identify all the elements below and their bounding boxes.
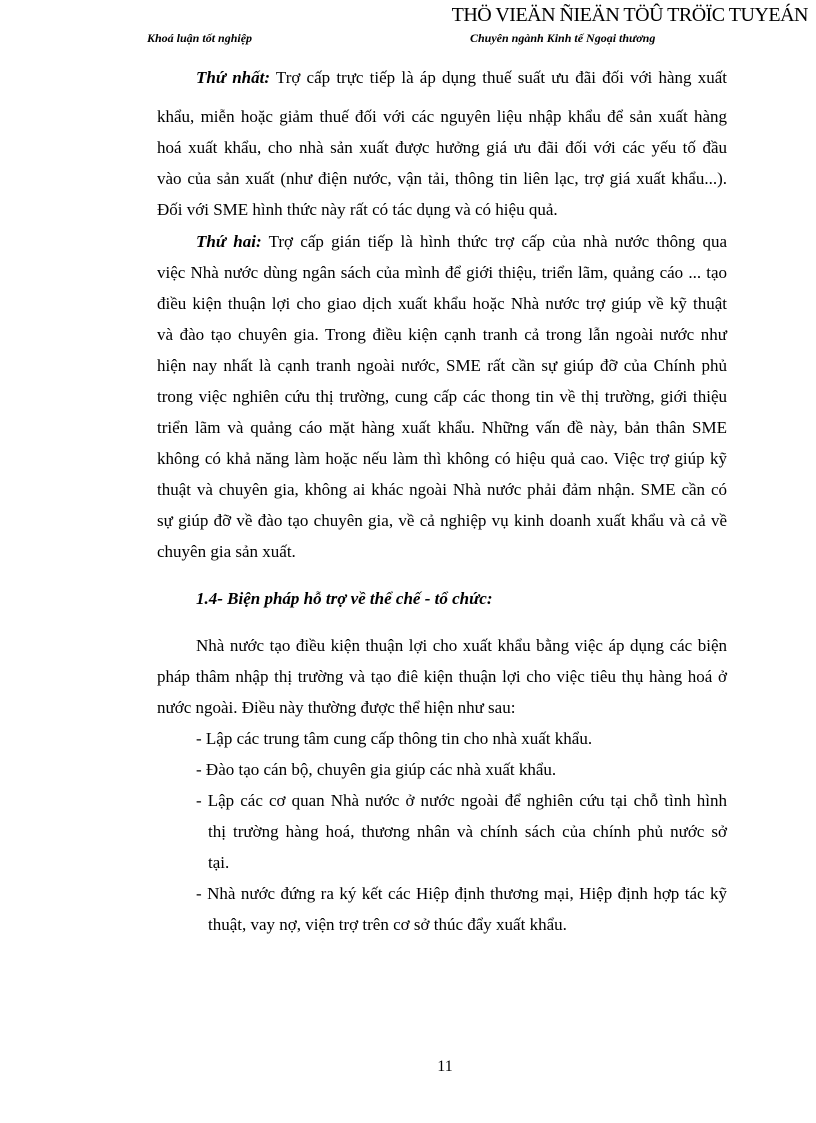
paragraph-line: và đào tạo chuyên gia. Trong điều kiện cạnh tranh cả trong lẫn ngoài nước như (157, 325, 727, 344)
page-number: 11 (437, 1058, 453, 1075)
paragraph-line (196, 68, 727, 88)
paragraph-line: vào của sản xuất (như điện nước, vận tải, thông tin liên lạc, trợ giá xuất khẩu...). (157, 169, 727, 188)
paragraph-line (196, 232, 727, 252)
bullet-continuation: thuật, vay nợ, viện trợ trên cơ sở thúc đẩy xuất khẩu. (208, 915, 567, 934)
paragraph-line: Nhà nước tạo điều kiện thuận lợi cho xuất khẩu bằng việc áp dụng các biện (196, 636, 727, 655)
lead-term: Thứ nhất: (196, 68, 271, 87)
text: Trợ cấp trực tiếp là áp dụng thuế suất ưu đãi đối với hàng xuất (270, 68, 727, 87)
paragraph-line: khẩu, miễn hoặc giảm thuế đối với các nguyên liệu nhập khẩu để sản xuất hàng (157, 107, 727, 126)
lead-term: Thứ hai: (196, 232, 262, 251)
watermark-text: THÖ VIEÄN ÑIEÄN TÖÛ TRÖÏC TUYEÁN (451, 4, 808, 26)
bullet-item: - Nhà nước đứng ra ký kết các Hiệp định thương mại, Hiệp định hợp tác kỹ (196, 884, 727, 903)
paragraph-line: nước ngoài. Điều này thường được thể hiện như sau: (157, 698, 516, 717)
text: Trợ cấp gián tiếp là hình thức trợ cấp của nhà nước thông qua (261, 232, 727, 251)
bullet-item: - Lập các trung tâm cung cấp thông tin cho nhà xuất khẩu. (196, 729, 593, 748)
paragraph-line: việc Nhà nước dùng ngân sách của mình để giới thiệu, triển lãm, quảng cáo ... tạo (157, 263, 727, 282)
bullet-continuation: thị trường hàng hoá, thương nhân và chính sách của chính phủ nước sở (208, 822, 727, 841)
paragraph-line: thuật và chuyên gia, không ai khác ngoài Nhà nước phải đảm nhận. SME cần có (157, 480, 727, 499)
paragraph-line: điều kiện thuận lợi cho giao dịch xuất khẩu hoặc Nhà nước trợ giúp về kỹ thuật (157, 294, 727, 313)
section-heading: 1.4- Biện pháp hỗ trợ về thể chế - tổ chức: (196, 589, 493, 608)
header-right: Chuyên ngành Kinh tế Ngoại thương (470, 31, 656, 45)
paragraph-line: trong việc nghiên cứu thị trường, cung cấp các thong tin về thị trường, giới thiệu (157, 387, 727, 406)
paragraph-line: chuyên gia sản xuất. (157, 542, 296, 561)
bullet-item: - Lập các cơ quan Nhà nước ở nước ngoài để nghiên cứu tại chỗ tình hình (196, 791, 727, 810)
paragraph-line: Đối với SME hình thức này rất có tác dụng và có hiệu quả. (157, 200, 558, 219)
header-left: Khoá luận tốt nghiệp (147, 31, 253, 45)
bullet-item: - Đào tạo cán bộ, chuyên gia giúp các nhà xuất khẩu. (196, 760, 557, 779)
paragraph-line: không có khả năng làm hoặc nếu làm thì không có hiệu quả cao. Việc trợ giúp kỹ (157, 449, 727, 468)
paragraph-line: sự giúp đỡ về đào tạo chuyên gia, về cả nghiệp vụ kinh doanh xuất khẩu và cả về (157, 511, 727, 530)
paragraph-line: hoá xuất khẩu, cho nhà sản xuất được hưởng giá ưu đãi đối với các yếu tố đầu (157, 138, 727, 157)
paragraph-line: pháp thâm nhập thị trường và tạo điê kiện thuận lợi cho việc tiêu thụ hàng hoá ở (157, 667, 727, 686)
bullet-continuation: tại. (208, 853, 230, 872)
paragraph-line: hiện nay nhất là cạnh tranh ngoài nước, SME rất cần sự giúp đỡ của Chính phủ (157, 356, 727, 375)
paragraph-line: triển lãm và quảng cáo mặt hàng xuất khẩu. Những vấn đề này, bản thân SME (157, 418, 727, 437)
